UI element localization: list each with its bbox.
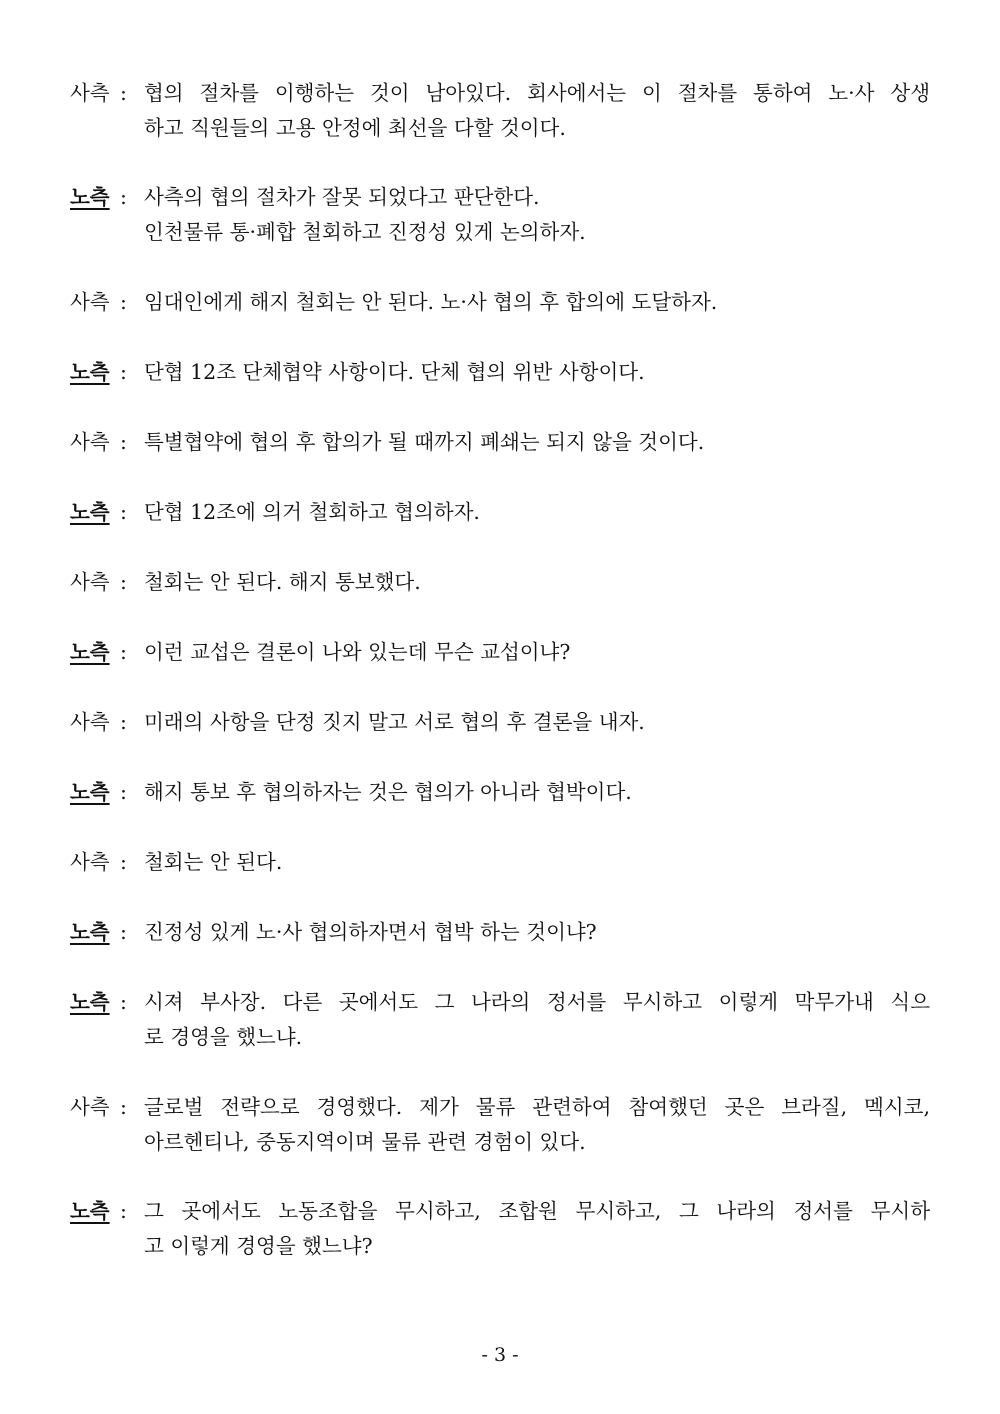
statement-line: 그 곳에서도 노동조합을 무시하고, 조합원 무시하고, 그 나라의 정서를 무시하 — [144, 1199, 930, 1223]
statement-text — [144, 775, 930, 810]
statement-line: 시져 부사장. 다른 곳에서도 그 나라의 정서를 무시하고 이렇게 막무가내 식으 — [144, 990, 930, 1014]
statement-text — [144, 915, 930, 950]
statement-text — [144, 355, 930, 390]
statement-text — [144, 635, 930, 670]
statement-line: 로 경영을 했느냐. — [144, 1025, 303, 1049]
statement-text — [144, 180, 930, 250]
statement-line: 철회는 안 된다. 해지 통보했다. — [144, 570, 421, 594]
statement-line: 특별협약에 협의 후 합의가 될 때까지 폐쇄는 되지 않을 것이다. — [144, 430, 705, 454]
colon-separator: : — [120, 780, 127, 804]
statement-line: 고 이렇게 경영을 했느냐? — [144, 1234, 373, 1258]
speaker-label: 노측 — [70, 1199, 110, 1223]
statement-text — [144, 495, 930, 530]
speaker-label: 노측 — [70, 360, 110, 384]
statement-line: 사측의 협의 절차가 잘못 되었다고 판단한다. — [144, 185, 540, 209]
speaker-label: 노측 — [70, 185, 110, 209]
statement-line: 철회는 안 된다. — [144, 850, 283, 874]
colon-separator: : — [120, 290, 127, 314]
speaker-label: 사측 — [70, 81, 110, 105]
colon-separator: : — [120, 990, 127, 1014]
statement-text — [144, 1090, 930, 1160]
statement-line: 임대인에게 해지 철회는 안 된다. 노·사 협의 후 합의에 도달하자. — [144, 290, 718, 314]
speaker-label: 노측 — [70, 920, 110, 944]
speaker-label: 노측 — [70, 640, 110, 664]
statement-line: 단협 12조에 의거 철회하고 협의하자. — [144, 500, 480, 524]
statement-line: 미래의 사항을 단정 짓지 말고 서로 협의 후 결론을 내자. — [144, 710, 645, 734]
statement-line: 협의 절차를 이행하는 것이 남아있다. 회사에서는 이 절차를 통하여 노·사 상생 — [144, 81, 930, 105]
statement-text — [144, 565, 930, 600]
speaker-label: 노측 — [70, 780, 110, 804]
statement-text — [144, 1194, 930, 1264]
statement-line: 아르헨티나, 중동지역이며 물류 관련 경험이 있다. — [144, 1130, 586, 1154]
statement-text — [144, 285, 930, 320]
speaker-label: 사측 — [70, 1095, 110, 1119]
speaker-label: 노측 — [70, 990, 110, 1014]
statement-text — [144, 76, 930, 146]
colon-separator: : — [120, 640, 127, 664]
speaker-label: 사측 — [70, 290, 110, 314]
statement-line: 인천물류 통·폐합 철회하고 진정성 있게 논의하자. — [144, 220, 586, 244]
colon-separator: : — [120, 710, 127, 734]
colon-separator: : — [120, 570, 127, 594]
statement-line: 단협 12조 단체협약 사항이다. 단체 협의 위반 사항이다. — [144, 360, 645, 384]
colon-separator: : — [120, 500, 127, 524]
statement-line: 진정성 있게 노·사 협의하자면서 협박 하는 것이냐? — [144, 920, 597, 944]
statement-line: 이런 교섭은 결론이 나와 있는데 무슨 교섭이냐? — [144, 640, 571, 664]
statement-line: 하고 직원들의 고용 안정에 최선을 다할 것이다. — [144, 116, 566, 140]
colon-separator: : — [120, 1095, 127, 1119]
colon-separator: : — [120, 1199, 127, 1223]
page-number: - 3 - — [481, 1344, 519, 1366]
statement-text — [144, 985, 930, 1055]
colon-separator: : — [120, 430, 127, 454]
colon-separator: : — [120, 81, 127, 105]
speaker-label: 사측 — [70, 850, 110, 874]
colon-separator: : — [120, 360, 127, 384]
speaker-label: 사측 — [70, 570, 110, 594]
colon-separator: : — [120, 920, 127, 944]
statement-line: 글로벌 전략으로 경영했다. 제가 물류 관련하여 참여했던 곳은 브라질, 멕시코, — [144, 1095, 930, 1119]
colon-separator: : — [120, 185, 127, 209]
speaker-label: 사측 — [70, 430, 110, 454]
statement-text — [144, 845, 930, 880]
speaker-label: 노측 — [70, 500, 110, 524]
statement-text — [144, 425, 930, 460]
statement-line: 해지 통보 후 협의하자는 것은 협의가 아니라 협박이다. — [144, 780, 632, 804]
colon-separator: : — [120, 850, 127, 874]
statement-text — [144, 705, 930, 740]
speaker-label: 사측 — [70, 710, 110, 734]
